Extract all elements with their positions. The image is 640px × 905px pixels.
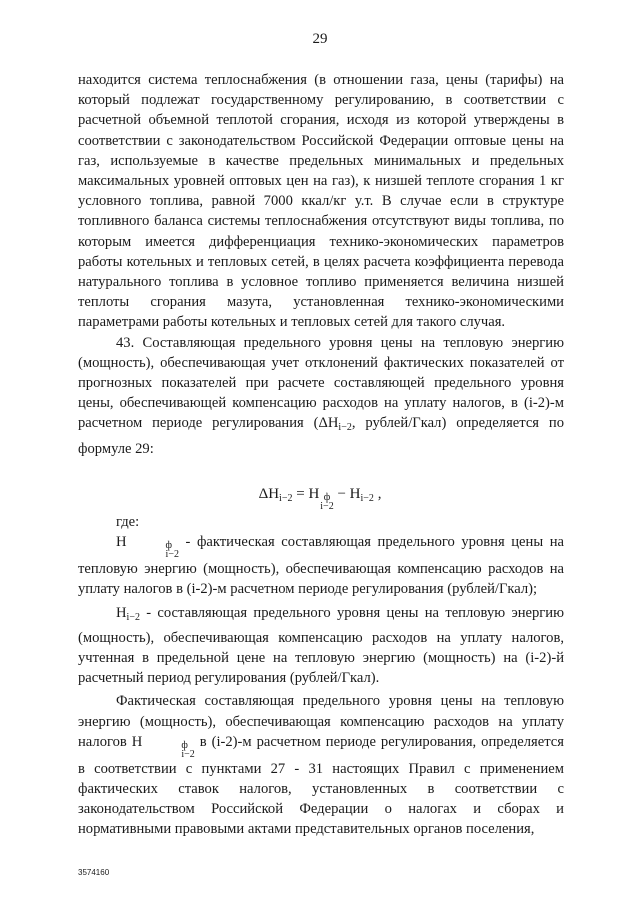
paragraph-43: 43. Составляющая предельного уровня цены на тепловую энергию (мощность), обеспечивающая учет отклонений фактических показателей от прогнозных показателей при расчете составляющей предельного уровня цены, обеспечивающей компенсацию расходов на уплату налогов, в (i-2)-м расчетном периоде регулирования ($\Delta Н_{i-2}$, рублей/Гкал) определяется по формуле 29: — [78, 334, 564, 457]
document-code: 3574160 — [78, 868, 110, 877]
formula-29: $\Delta Н_{i-2} = Н$ ф i−2 − $Н_{i-2}$ , — [258, 486, 382, 512]
definition-planned: $Н_{i-2}$ - составляющая предельного уровня цены на тепловую энергию (мощность), обеспечивающая компенсацию расходов на уплату налогов, учтенная в предельной цене на тепловую энергию (мощность) на (i-2)-й расчетный период регулирования (рублей/Гкал). — [78, 604, 564, 687]
paragraph-actual-component: Фактическая составляющая предельного уровня цены на тепловую энергию (мощность), обеспечивающая компенсацию расходов на уплату налогов Н ф i−2 в (i-2)-м расчетном периоде регулирования, определяется в соответствии с пунктами 27 - 31 настоящих Правил с применением фактических ставок налогов, установленных в соответствии с законодательством Российской Федерации о налогах и сборах и нормативными правовыми актами представительных органов поселения, — [78, 693, 564, 838]
definition-actual: Н ф i−2 - фактическая составляющая предельного уровня цены на тепловую энергию (мощность), обеспечивающая компенсацию расходов на уплату налогов в (i-2)-м расчетном периоде регулирования (рублей/Гкал); — [78, 534, 564, 598]
paragraph-continuation: находится система теплоснабжения (в отношении газа, цены (тарифы) на который подлежат государственному регулированию, в соответствии с расчетной объемной теплотой сгорания, исходя из которой утверждены в соответствии с законодательством Российской Федерации оптовые цены на газ, используемые в качестве предельных минимальных и предельных максимальных уровней оптовых цен на газ), к низшей теплоте сгорания 1 кг условного топлива, равной 7000 ккал/кг у.т. В случае если в структуре топливного баланса системы теплоснабжения отсутствуют виды топлива, по которым имеется дифференциация технико-экономических параметров работы котельных и тепловых сетей, в целях расчета коэффициента перевода натурального топлива в условное топливо применяется величина низшей теплоты сгорания мазута, установленная технико-экономическими параметрами работы котельных и тепловых сетей для такого случая. — [78, 72, 564, 331]
body-text — [78, 70, 564, 459]
where-label: где: — [116, 514, 140, 530]
page-number: 29 — [312, 31, 328, 47]
definitions-text — [78, 512, 564, 840]
